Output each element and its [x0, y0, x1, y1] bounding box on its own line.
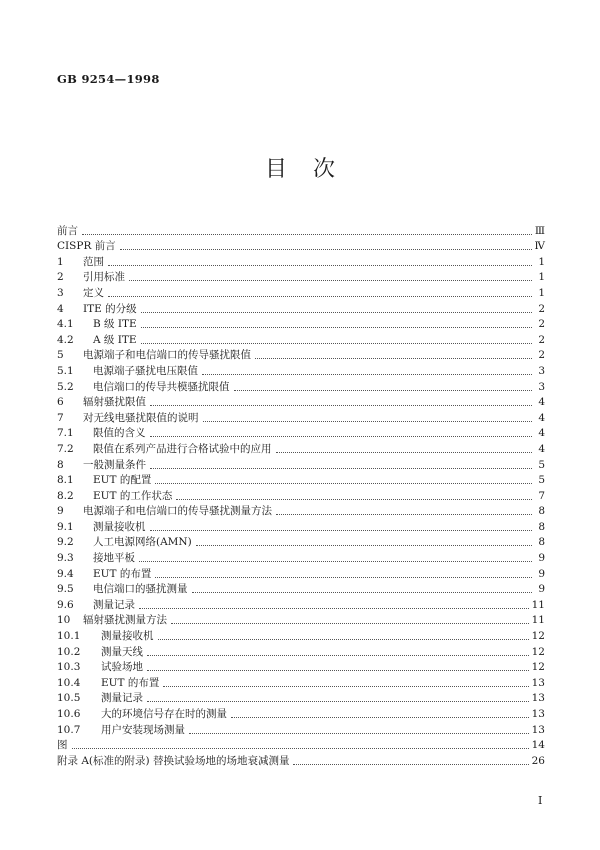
- dot-leader: [231, 717, 529, 718]
- dot-leader: [147, 701, 529, 702]
- dot-leader: [158, 639, 529, 640]
- dot-leader: [155, 577, 532, 578]
- toc-entry-title: 电源端子和电信端口的传导骚扰测量方法: [83, 505, 272, 518]
- toc-entry-number: 10.2: [57, 645, 81, 658]
- dot-leader: [139, 608, 529, 609]
- toc-entry[interactable]: [57, 643, 545, 659]
- toc-entry[interactable]: [57, 456, 545, 472]
- toc-entry-title: EUT 的布置: [93, 567, 152, 580]
- toc-entry[interactable]: [57, 690, 545, 706]
- toc-entry[interactable]: [57, 394, 545, 410]
- toc-entry-number: 9.5: [57, 583, 74, 596]
- toc-entry-number: 10.3: [57, 661, 81, 674]
- toc-entry-number: 10.4: [57, 676, 81, 689]
- toc-entry-page: 13: [531, 708, 545, 720]
- dot-leader: [202, 374, 532, 375]
- toc-entry-page: 1: [538, 255, 545, 268]
- dot-leader: [150, 530, 533, 531]
- toc-entry-number: 1: [57, 255, 64, 268]
- toc-entry-number: 4: [57, 302, 64, 315]
- toc-entry-title: EUT 的配置: [93, 474, 152, 487]
- toc-entry-number: 10.5: [57, 692, 81, 705]
- toc-entry-title: CISPR 前言: [57, 240, 116, 253]
- dot-leader: [276, 514, 532, 515]
- toc-entry[interactable]: [57, 316, 545, 332]
- toc-entry-title: 限值的含义: [93, 427, 146, 440]
- toc-entry-number: 10: [57, 614, 71, 627]
- toc-entry-page: 11: [531, 598, 545, 611]
- toc-entry-page: 9: [538, 583, 545, 596]
- toc-entry-page: 2: [538, 302, 545, 315]
- toc-entry[interactable]: [57, 378, 545, 394]
- toc-entry-title: 一般测量条件: [83, 458, 146, 471]
- standard-number: GB 9254—1998: [57, 72, 160, 86]
- dot-leader: [203, 421, 533, 422]
- toc-entry-title: B 级 ITE: [93, 318, 137, 331]
- toc-entry[interactable]: [57, 596, 545, 612]
- dot-leader: [82, 234, 532, 235]
- page-title: 目次: [264, 157, 361, 182]
- dot-leader: [120, 249, 532, 250]
- toc-entry-page: 4: [538, 427, 545, 440]
- toc-entry-number: 10.7: [57, 723, 81, 736]
- toc-entry-number: 9.1: [57, 520, 74, 533]
- toc-entry-page: 12: [531, 661, 545, 674]
- toc-entry-title: EUT 的布置: [101, 676, 160, 689]
- toc-entry-page: Ⅳ: [534, 240, 545, 253]
- toc-entry-page: 5: [538, 458, 545, 471]
- dot-leader: [192, 592, 533, 593]
- dot-leader: [163, 686, 528, 687]
- toc-entry[interactable]: [57, 659, 545, 675]
- dot-leader: [155, 483, 532, 484]
- toc-entry[interactable]: [57, 362, 545, 378]
- toc-entry-page: 8: [538, 536, 545, 549]
- toc-entry-number: 4.1: [57, 318, 74, 331]
- dot-leader: [196, 545, 532, 546]
- toc-entry-page: 8: [538, 505, 545, 518]
- toc-entry-page: 1: [538, 271, 545, 284]
- dot-leader: [276, 452, 533, 453]
- toc-entry[interactable]: [57, 300, 545, 316]
- toc-entry-number: 9.6: [57, 598, 74, 611]
- toc-entry[interactable]: [57, 284, 545, 300]
- toc-entry-title: 定义: [83, 286, 104, 299]
- toc-entry[interactable]: [57, 705, 545, 721]
- toc-entry-title: 限值在系列产品进行合格试验中的应用: [93, 442, 272, 455]
- toc-entry-page: 5: [538, 474, 545, 487]
- toc-entry-number: 7: [57, 411, 64, 424]
- toc-entry-page: 11: [531, 614, 545, 627]
- toc-entry[interactable]: [57, 503, 545, 519]
- toc-entry-title: EUT 的工作状态: [93, 489, 173, 502]
- toc-entry[interactable]: [57, 269, 545, 285]
- toc-entry[interactable]: [57, 674, 545, 690]
- toc-entry-number: 7.1: [57, 427, 74, 440]
- dot-leader: [255, 358, 532, 359]
- toc-entry-page: 1: [538, 286, 545, 299]
- toc-entry[interactable]: [57, 472, 545, 488]
- toc-entry-number: 7.2: [57, 442, 74, 455]
- toc-entry-number: 9.3: [57, 552, 74, 565]
- toc-entry-page: 26: [531, 754, 545, 767]
- dot-leader: [147, 670, 529, 671]
- dot-leader: [141, 343, 532, 344]
- toc-entry-number: 8.1: [57, 474, 74, 487]
- toc-entry-title: 人工电源网络(AMN): [93, 536, 192, 549]
- toc-entry[interactable]: [57, 222, 545, 238]
- dot-leader: [141, 327, 532, 328]
- toc-entry[interactable]: [57, 253, 545, 269]
- dot-leader: [150, 405, 532, 406]
- toc-entry-number: 5: [57, 349, 64, 362]
- toc-entry-title: 辐射骚扰限值: [83, 396, 146, 409]
- toc-entry-page: 9: [538, 552, 545, 565]
- toc-entry-title: 接地平板: [93, 552, 135, 565]
- dot-leader: [147, 655, 529, 656]
- dot-leader: [234, 390, 533, 391]
- toc-entry-page: 9: [538, 567, 545, 580]
- toc-entry[interactable]: [57, 238, 545, 254]
- page-number: I: [538, 794, 543, 807]
- toc-entry[interactable]: [57, 487, 545, 503]
- toc-entry-number: 9.2: [57, 536, 74, 549]
- toc-entry-title: 试验场地: [101, 661, 143, 674]
- toc-entry-title: 电信端口的传导共模骚扰限值: [93, 380, 230, 393]
- toc-entry-page: 12: [531, 630, 545, 643]
- toc-entry-title: 对无线电骚扰限值的说明: [83, 411, 199, 424]
- toc-entry-page: 14: [531, 739, 545, 752]
- toc-entry-title: 辐射骚扰测量方法: [83, 614, 167, 627]
- toc-entry[interactable]: [57, 752, 545, 768]
- toc-entry-number: 10.1: [57, 630, 81, 643]
- dot-leader: [293, 764, 528, 765]
- toc-entry[interactable]: [57, 347, 545, 363]
- toc-entry-title: 前言: [57, 224, 78, 237]
- toc-entry-number: 5.1: [57, 364, 74, 377]
- dot-leader: [171, 623, 529, 624]
- toc-entry-title: 测量天线: [101, 645, 143, 658]
- toc-entry[interactable]: [57, 440, 545, 456]
- toc-entry[interactable]: [57, 737, 545, 753]
- dot-leader: [150, 436, 533, 437]
- dot-leader: [139, 561, 532, 562]
- toc-entry-number: 8.2: [57, 489, 74, 502]
- toc-entry[interactable]: [57, 549, 545, 565]
- toc-entry-number: 10.6: [57, 708, 81, 720]
- table-of-contents: [57, 222, 545, 768]
- toc-entry-title: 用户安装现场测量: [101, 723, 185, 736]
- toc-entry-title: 图: [57, 739, 68, 752]
- dot-leader: [141, 312, 532, 313]
- toc-entry[interactable]: [57, 518, 545, 534]
- toc-entry-page: 13: [531, 676, 545, 689]
- dot-leader: [108, 265, 532, 266]
- toc-entry[interactable]: [57, 331, 545, 347]
- toc-entry[interactable]: [57, 409, 545, 425]
- dot-leader: [108, 296, 532, 297]
- toc-entry-number: 2: [57, 271, 64, 284]
- toc-entry-title: A 级 ITE: [93, 333, 137, 346]
- toc-entry-page: Ⅲ: [534, 224, 545, 237]
- toc-entry-page: 8: [538, 520, 545, 533]
- toc-entry-title: 电信端口的骚扰测量: [93, 583, 188, 596]
- toc-entry-title: 测量接收机: [93, 520, 146, 533]
- dot-leader: [72, 748, 529, 749]
- toc-entry-title: ITE 的分级: [83, 302, 137, 315]
- toc-entry-title: 附录 A(标准的附录) 替换试验场地的场地衰减测量: [57, 754, 290, 767]
- toc-entry-page: 3: [538, 380, 545, 393]
- toc-entry-title: 范围: [83, 255, 104, 268]
- dot-leader: [150, 468, 532, 469]
- toc-entry-page: 3: [538, 364, 545, 377]
- dot-leader: [129, 280, 532, 281]
- toc-entry[interactable]: [57, 425, 545, 441]
- toc-entry-title: 引用标准: [83, 271, 125, 284]
- toc-entry-title: 电源端子骚扰电压限值: [93, 364, 198, 377]
- toc-entry-number: 5.2: [57, 380, 74, 393]
- toc-entry[interactable]: [57, 581, 545, 597]
- toc-entry-page: 2: [538, 349, 545, 362]
- toc-entry[interactable]: [57, 534, 545, 550]
- dot-leader: [189, 733, 529, 734]
- toc-entry[interactable]: [57, 612, 545, 628]
- toc-entry-title: 电源端子和电信端口的传导骚扰限值: [83, 349, 251, 362]
- toc-entry-page: 4: [538, 396, 545, 409]
- toc-entry-page: 12: [531, 645, 545, 658]
- toc-entry-page: 7: [538, 489, 545, 502]
- toc-entry-page: 2: [538, 318, 545, 331]
- toc-entry[interactable]: [57, 627, 545, 643]
- toc-entry-page: 13: [531, 692, 545, 705]
- toc-entry-number: 4.2: [57, 333, 74, 346]
- toc-entry[interactable]: [57, 565, 545, 581]
- toc-entry[interactable]: [57, 721, 545, 737]
- toc-entry-title: 测量记录: [101, 692, 143, 705]
- toc-entry-title: 测量接收机: [101, 630, 154, 643]
- toc-entry-number: 3: [57, 286, 64, 299]
- toc-entry-page: 13: [531, 723, 545, 736]
- toc-entry-page: 2: [538, 333, 545, 346]
- toc-entry-number: 6: [57, 396, 64, 409]
- toc-entry-page: 4: [538, 442, 545, 455]
- dot-leader: [176, 499, 532, 500]
- toc-entry-number: 8: [57, 458, 64, 471]
- toc-entry-number: 9.4: [57, 567, 74, 580]
- toc-entry-title: 大的环境信号存在时的测量: [101, 708, 227, 720]
- toc-entry-title: 测量记录: [93, 598, 135, 611]
- toc-entry-number: 9: [57, 505, 64, 518]
- toc-entry-page: 4: [538, 411, 545, 424]
